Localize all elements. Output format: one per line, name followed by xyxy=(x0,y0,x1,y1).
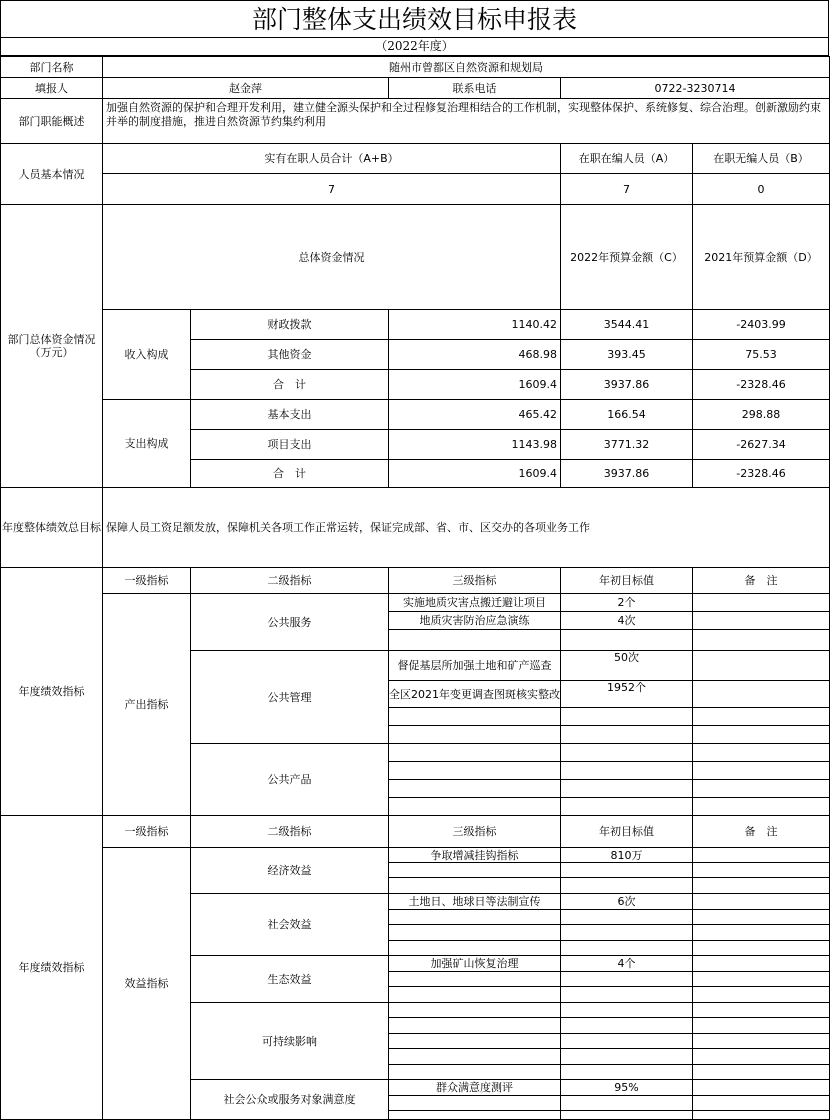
indicator-value xyxy=(561,878,693,894)
perf-h1: 一级指标 xyxy=(103,568,191,594)
income-d: 3937.86 xyxy=(561,370,693,400)
satisfy-label: 社会公众或服务对象满意度 xyxy=(191,1080,389,1120)
indicator-value xyxy=(561,1034,693,1049)
indicator-note xyxy=(693,1034,830,1049)
perf-h4: 年初目标值 xyxy=(561,568,693,594)
indicator-name xyxy=(389,878,561,894)
indicator-note xyxy=(693,780,830,798)
goal-label: 年度整体绩效总目标 xyxy=(1,488,103,568)
expense-d: 166.54 xyxy=(561,400,693,430)
expense-name: 项目支出 xyxy=(191,430,389,460)
income-c: 468.98 xyxy=(389,340,561,370)
indicator-note xyxy=(693,863,830,878)
income-name: 其他资金 xyxy=(191,340,389,370)
sustain-label: 可持续影响 xyxy=(191,1003,389,1080)
staff-label: 人员基本情况 xyxy=(1,144,103,205)
income-name: 财政拨款 xyxy=(191,310,389,340)
perf-label-2: 年度绩效指标 xyxy=(1,816,103,1120)
expense-c: 1609.4 xyxy=(389,460,561,488)
indicator-note xyxy=(693,1003,830,1018)
indicator-name xyxy=(389,1034,561,1049)
expense-c: 1143.98 xyxy=(389,430,561,460)
indicator-value xyxy=(561,972,693,987)
indicator-name xyxy=(389,1096,561,1111)
indicator-note xyxy=(693,1065,830,1080)
indicator-name xyxy=(389,1003,561,1018)
income-c: 1140.42 xyxy=(389,310,561,340)
indicator-note xyxy=(693,681,830,708)
indicator-value: 6次 xyxy=(561,894,693,910)
indicator-value xyxy=(561,1018,693,1034)
form-year: （2022年度） xyxy=(0,38,829,56)
perf-h2: 二级指标 xyxy=(191,568,389,594)
indicator-value xyxy=(561,762,693,780)
indicator-value: 1952个 xyxy=(561,681,693,708)
perf-h3: 三级指标 xyxy=(389,568,561,594)
indicator-name xyxy=(389,1065,561,1080)
funds-label: 部门总体资金情况（万元） xyxy=(1,205,103,488)
goal-text: 保障人员工资足额发放，保障机关各项工作正常运转，保证完成部、省、市、区交办的各项业务工作 xyxy=(103,488,830,568)
expense-d: 3937.86 xyxy=(561,460,693,488)
perf-h1: 一级指标 xyxy=(103,816,191,848)
funds-header-c: 2022年预算金额（C） xyxy=(561,205,693,310)
indicator-name xyxy=(389,630,561,651)
staff-header-total: 实有在职人员合计（A+B） xyxy=(103,144,561,174)
indicator-note xyxy=(693,630,830,651)
indicator-value: 4个 xyxy=(561,956,693,972)
indicator-value xyxy=(561,1049,693,1065)
indicator-value xyxy=(561,987,693,1003)
indicator-value xyxy=(561,925,693,941)
indicator-note xyxy=(693,925,830,941)
income-c: 1609.4 xyxy=(389,370,561,400)
phone-value: 0722-3230714 xyxy=(561,78,830,99)
income-cd: 75.53 xyxy=(693,340,830,370)
indicator-name: 地质灾害防治应急演练 xyxy=(389,612,561,630)
expense-name: 基本支出 xyxy=(191,400,389,430)
public-product-label: 公共产品 xyxy=(191,744,389,816)
expense-d: 3771.32 xyxy=(561,430,693,460)
indicator-value xyxy=(561,708,693,726)
indicator-name xyxy=(389,910,561,925)
indicator-name xyxy=(389,972,561,987)
indicator-note xyxy=(693,798,830,816)
indicator-note xyxy=(693,941,830,956)
indicator-note xyxy=(693,956,830,972)
indicator-note xyxy=(693,1096,830,1111)
indicator-value xyxy=(561,780,693,798)
indicator-value: 95% xyxy=(561,1080,693,1096)
expense-cd: -2627.34 xyxy=(693,430,830,460)
expense-name: 合 计 xyxy=(191,460,389,488)
staff-header-b: 在职无编人员（B） xyxy=(693,144,830,174)
perf-h3: 三级指标 xyxy=(389,816,561,848)
perf-h5: 备 注 xyxy=(693,816,830,848)
indicator-note xyxy=(693,762,830,780)
indicator-note xyxy=(693,726,830,744)
perf-h4: 年初目标值 xyxy=(561,816,693,848)
dept-value: 随州市曾都区自然资源和规划局 xyxy=(103,57,830,78)
indicator-name xyxy=(389,762,561,780)
econ-label: 经济效益 xyxy=(191,848,389,894)
phone-label: 联系电话 xyxy=(389,78,561,99)
indicator-value: 2个 xyxy=(561,594,693,612)
indicator-name: 全区2021年变更调查图斑核实整改 xyxy=(389,681,561,708)
indicator-value: 50次 xyxy=(561,651,693,681)
indicator-note xyxy=(693,894,830,910)
indicator-value: 4次 xyxy=(561,612,693,630)
indicator-name xyxy=(389,1111,561,1120)
indicator-note xyxy=(693,910,830,925)
staff-header-a: 在职在编人员（A） xyxy=(561,144,693,174)
indicator-note xyxy=(693,708,830,726)
indicator-name xyxy=(389,1049,561,1065)
indicator-name xyxy=(389,780,561,798)
indicator-value xyxy=(561,630,693,651)
indicator-note xyxy=(693,1111,830,1120)
indicator-name xyxy=(389,798,561,816)
indicator-name xyxy=(389,941,561,956)
staff-total: 7 xyxy=(103,174,561,205)
indicator-note xyxy=(693,651,830,681)
indicator-name: 实施地质灾害点搬迁避让项目 xyxy=(389,594,561,612)
income-cd: -2328.46 xyxy=(693,370,830,400)
function-label: 部门职能概述 xyxy=(1,99,103,144)
indicator-value: 810万 xyxy=(561,848,693,863)
staff-a: 7 xyxy=(561,174,693,205)
expense-cd: -2328.46 xyxy=(693,460,830,488)
indicator-name: 群众满意度测评 xyxy=(389,1080,561,1096)
perf-label: 年度绩效指标 xyxy=(1,568,103,816)
form-table xyxy=(0,56,830,1120)
dept-label: 部门名称 xyxy=(1,57,103,78)
expense-cd: 298.88 xyxy=(693,400,830,430)
indicator-name xyxy=(389,726,561,744)
indicator-name: 争取增减挂钩指标 xyxy=(389,848,561,863)
expense-c: 465.42 xyxy=(389,400,561,430)
indicator-value xyxy=(561,726,693,744)
indicator-value xyxy=(561,744,693,762)
filler-label: 填报人 xyxy=(1,78,103,99)
income-name: 合 计 xyxy=(191,370,389,400)
social-label: 社会效益 xyxy=(191,894,389,956)
indicator-note xyxy=(693,1049,830,1065)
indicator-note xyxy=(693,744,830,762)
filler-name: 赵金萍 xyxy=(103,78,389,99)
perf-h5: 备 注 xyxy=(693,568,830,594)
function-text: 加强自然资源的保护和合理开发利用，建立健全源头保护和全过程修复治理相结合的工作机制，实现整体保护、系统修复、综合治理。创新激励约束并举的制度措施，推进自然资源节约集约利用 xyxy=(103,99,830,144)
income-d: 393.45 xyxy=(561,340,693,370)
indicator-value xyxy=(561,798,693,816)
perf-h2: 二级指标 xyxy=(191,816,389,848)
indicator-name: 督促基层所加强土地和矿产巡查 xyxy=(389,651,561,681)
expense-label: 支出构成 xyxy=(103,400,191,488)
indicator-name: 土地日、地球日等法制宣传 xyxy=(389,894,561,910)
income-cd: -2403.99 xyxy=(693,310,830,340)
indicator-note xyxy=(693,1080,830,1096)
indicator-value xyxy=(561,863,693,878)
indicator-note xyxy=(693,878,830,894)
output-label: 产出指标 xyxy=(103,594,191,816)
staff-b: 0 xyxy=(693,174,830,205)
indicator-note xyxy=(693,987,830,1003)
indicator-value xyxy=(561,1096,693,1111)
indicator-value xyxy=(561,1111,693,1120)
indicator-note xyxy=(693,1018,830,1034)
indicator-note xyxy=(693,612,830,630)
indicator-value xyxy=(561,1065,693,1080)
indicator-note xyxy=(693,972,830,987)
indicator-name: 加强矿山恢复治理 xyxy=(389,956,561,972)
indicator-note xyxy=(693,848,830,863)
eco-label: 生态效益 xyxy=(191,956,389,1003)
indicator-name xyxy=(389,863,561,878)
indicator-name xyxy=(389,744,561,762)
public-service-label: 公共服务 xyxy=(191,594,389,651)
funds-header-d: 2021年预算金额（D） xyxy=(693,205,830,310)
indicator-name xyxy=(389,708,561,726)
income-d: 3544.41 xyxy=(561,310,693,340)
indicator-note xyxy=(693,594,830,612)
indicator-value xyxy=(561,1003,693,1018)
indicator-name xyxy=(389,1018,561,1034)
indicator-name xyxy=(389,987,561,1003)
indicator-name xyxy=(389,925,561,941)
indicator-value xyxy=(561,941,693,956)
income-label: 收入构成 xyxy=(103,310,191,400)
benefit-label: 效益指标 xyxy=(103,848,191,1120)
public-mgmt-label: 公共管理 xyxy=(191,651,389,744)
indicator-value xyxy=(561,910,693,925)
form-title: 部门整体支出绩效目标申报表 xyxy=(0,0,829,38)
funds-header-overall: 总体资金情况 xyxy=(103,205,561,310)
